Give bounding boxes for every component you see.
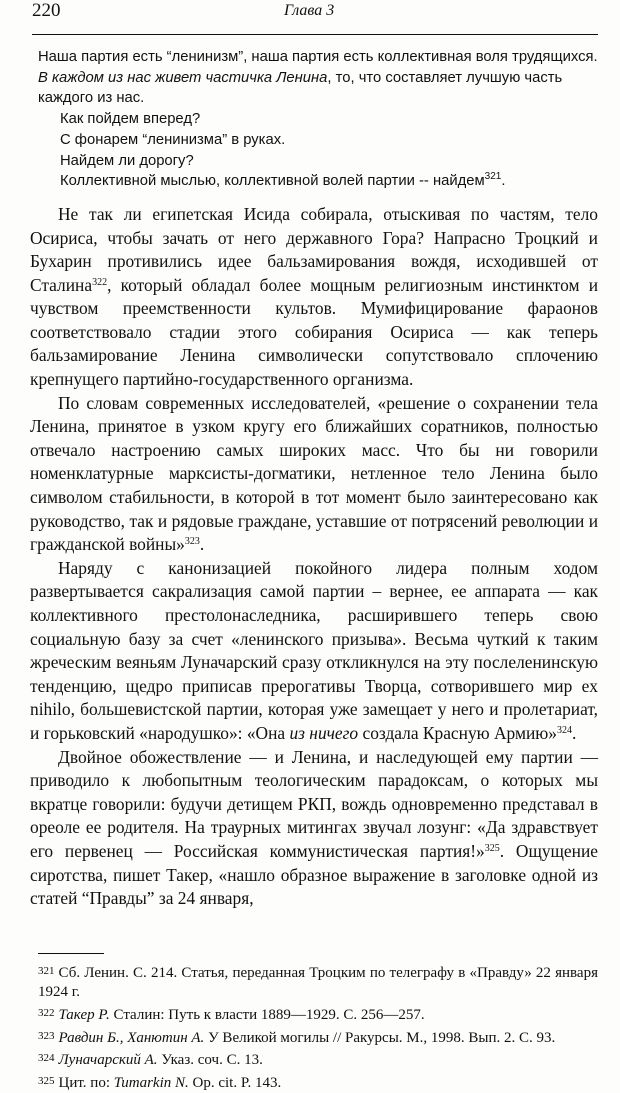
text-run: Сталин: Путь к власти 1889—1929. С. 256—257.: [109, 1006, 425, 1023]
page-number: 220: [32, 0, 61, 21]
paragraph: [30, 203, 598, 392]
text-run: Не так ли египетская Исида собирала, отыскивая по частям, тело Осириса, чтобы зачать от него державного Гора? Напрасно Троцкий и Бухарин противились идее бальзамирования вождя, исходившей от Сталина: [30, 203, 598, 295]
italic-text: Луначарский А.: [58, 1052, 158, 1069]
running-header: [32, 0, 598, 35]
text-run: , который обладал более мощным религиозным инстинктом и чувством преемственности культов. Мумифицирование фараонов соответствовало стадии этого собирания Осириса — как теперь бальзамирование Ленина символически сопутствовало сплочению крепнущего партийно-государственного организма.: [30, 274, 598, 390]
footnote: [38, 1072, 598, 1093]
text-run: По словам современных исследователей, «решение о сохранении тела Ленина, принятое в узком кругу его ближайших соратников, полностью отвечало настроению самых широких масс. Что бы ни говорили номенклатурные марксисты-догматики, нетленное тело Ленина было символом стабильности, в которой в тот момент было заинтересовано как руководство, так и рядовые граждане, уставшие от потрясений революции и гражданской войны»: [30, 392, 598, 555]
footnote: [38, 1049, 598, 1071]
epigraph-prose-italic: В каждом из нас живет частичка Ленина: [38, 69, 328, 86]
text-run: Сб. Ленин. С. 214. Статья, переданная Троцким по телеграфу в «Правду» 22 января 1924 г.: [38, 964, 598, 1001]
italic-text: Равдин Б., Ханютин А.: [58, 1029, 205, 1046]
text-run: Цит. по:: [58, 1074, 114, 1091]
epigraph-prose-text: Наша партия есть “ленинизм”, наша партия есть коллективная воля трудящихся.: [38, 49, 598, 65]
chapter-title: Глава 3: [284, 2, 335, 19]
footnotes: [38, 962, 598, 1093]
footnote-number: 322: [38, 1006, 55, 1019]
poem-line-text: Коллективной мыслью, коллективной волей партии -- найдем: [60, 173, 485, 190]
epigraph-prose: [38, 47, 598, 109]
footnote-ref: 321: [484, 171, 502, 183]
text-run: Наряду с канонизацией покойного лидера полным ходом развертывается сакрализация самой партии – вернее, ее аппарата — как коллективного престолонаследника, расширившего теперь свою социальную базу за счет «ленинского призыва». Весьма чуткий к таким жреческим веяньям Луначарский сразу откликнулся на эту послеленинскую тенденцию, щедро приписав прерогативы Творца, сотворившего мир ex nihilo, большевистской партии, которая уже замещает у него и пролетариат, и горьковский «народушко»: «Она: [30, 557, 598, 743]
footnote-ref: 322: [92, 276, 108, 288]
poem-line: С фонарем “ленинизма” в руках.: [60, 131, 286, 148]
footnote-number: 323: [38, 1029, 55, 1042]
footnote-ref: 325: [484, 842, 500, 854]
poem-line-last: Коллективной мыслью, коллективной волей партии -- найдем$^{321}$.: [60, 171, 506, 190]
paragraph: [30, 557, 598, 746]
poem-line: Найдем ли дорогу?: [60, 152, 194, 169]
epigraph: [38, 47, 598, 192]
text-run: Op. cit. P. 143.: [188, 1074, 282, 1091]
italic-text: Tumarkin N.: [113, 1074, 189, 1091]
text-run: создала Красную Армию»: [358, 722, 557, 743]
text-run: . Ощущение сиротства, пишет Такер, «нашло образное выражение в заголовке одной из статей “Правды” за 24 января,: [30, 840, 598, 909]
footnote-separator: [38, 953, 104, 954]
text-run: Указ. соч. С. 13.: [157, 1052, 263, 1069]
footnote: [38, 1027, 598, 1049]
footnote-ref: 324: [557, 724, 572, 736]
poem-line: Как пойдем вперед?: [60, 111, 201, 128]
paragraph: [30, 746, 598, 911]
footnote: [38, 1004, 598, 1026]
footnote-number: 325: [38, 1074, 55, 1087]
epigraph-poem: [60, 109, 598, 192]
text-run: Двойное обожествление — и Ленина, и наследующей ему партии — приводило к любопытным теологическим парадоксам, о которых мы вкратце говорили: будучи детищем РКП, вождь одновременно представал в ореоле ее родителя. На траурных митингах звучал лозунг: «Да здравствует его первенец — Российская коммунистическая партия!»: [30, 746, 598, 861]
footnote-number: 321: [38, 964, 55, 977]
italic-text: Такер Р.: [58, 1006, 110, 1023]
epigraph-prose-text: , то, что составляет лучшую часть каждого из нас.: [38, 69, 563, 107]
text-run: У Великой могилы // Ракурсы. М., 1998. Вып. 2. С. 93.: [204, 1029, 556, 1046]
italic-text: из ничего: [289, 722, 359, 743]
paragraph: [30, 392, 598, 557]
footnote-ref: 323: [184, 536, 200, 548]
footnote: [38, 962, 598, 1003]
text-run: .: [572, 722, 577, 743]
text-run: .: [199, 534, 205, 555]
footnote-number: 324: [38, 1052, 55, 1065]
main-text: [30, 203, 598, 911]
